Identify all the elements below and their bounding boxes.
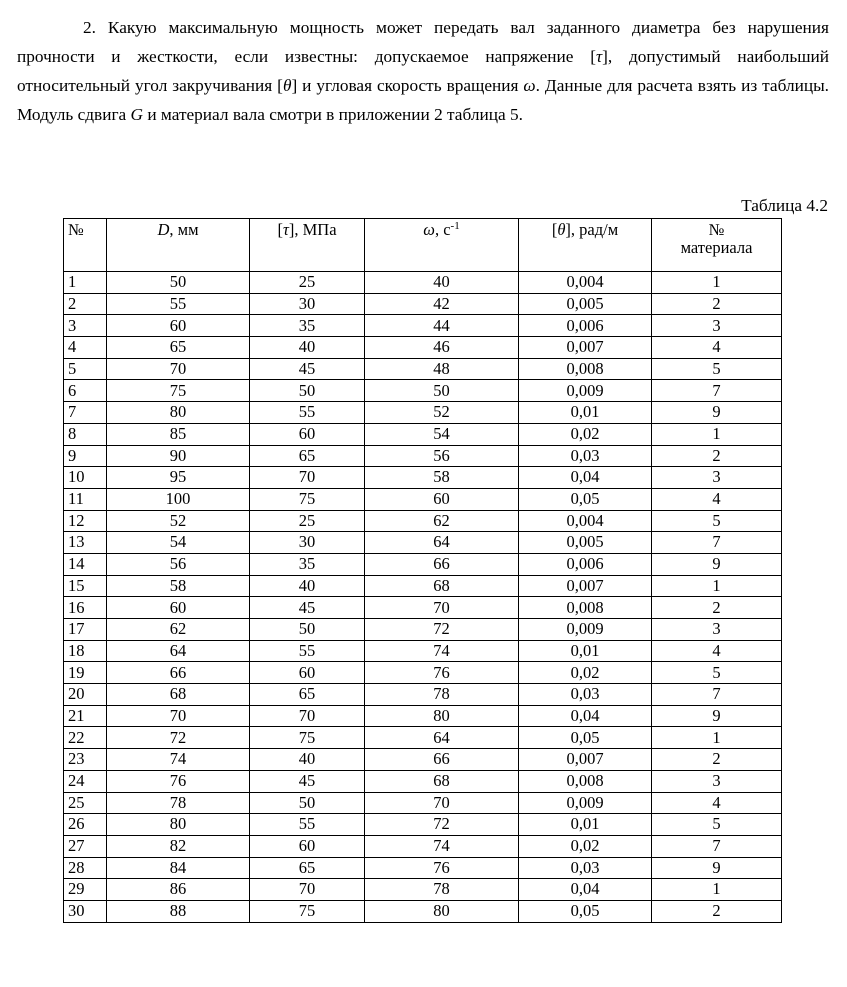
table-row <box>64 423 782 445</box>
twist-bracket-open: [ <box>551 220 558 239</box>
cell-number: 24 <box>64 770 107 792</box>
cell-diameter: 58 <box>107 575 250 597</box>
cell-diameter: 100 <box>107 488 250 510</box>
table-row <box>64 467 782 489</box>
cell-twist-angle: 0,007 <box>519 575 652 597</box>
cell-twist-angle: 0,03 <box>519 445 652 467</box>
cell-angular-speed: 46 <box>365 337 519 359</box>
problem-text-1: 2. Какую максимальную мощность может передать вал заданного диаметра без нарушения прочности и жесткости, если известны: допускаемое напряжение [ <box>17 18 829 66</box>
table-row <box>64 705 782 727</box>
cell-material: 3 <box>652 770 782 792</box>
cell-number: 8 <box>64 423 107 445</box>
cell-twist-angle: 0,009 <box>519 792 652 814</box>
cell-material: 3 <box>652 315 782 337</box>
cell-diameter: 65 <box>107 337 250 359</box>
cell-angular-speed: 74 <box>365 640 519 662</box>
cell-diameter: 75 <box>107 380 250 402</box>
cell-diameter: 56 <box>107 553 250 575</box>
cell-diameter: 72 <box>107 727 250 749</box>
cell-diameter: 80 <box>107 814 250 836</box>
cell-number: 16 <box>64 597 107 619</box>
cell-diameter: 76 <box>107 770 250 792</box>
table-row <box>64 749 782 771</box>
cell-angular-speed: 76 <box>365 662 519 684</box>
cell-number: 19 <box>64 662 107 684</box>
cell-twist-angle: 0,004 <box>519 510 652 532</box>
cell-angular-speed: 78 <box>365 684 519 706</box>
cell-diameter: 95 <box>107 467 250 489</box>
cell-twist-angle: 0,006 <box>519 553 652 575</box>
cell-twist-angle: 0,007 <box>519 337 652 359</box>
cell-material: 2 <box>652 445 782 467</box>
cell-twist-angle: 0,05 <box>519 900 652 922</box>
cell-twist-angle: 0,05 <box>519 727 652 749</box>
cell-diameter: 66 <box>107 662 250 684</box>
cell-angular-speed: 64 <box>365 532 519 554</box>
table-row <box>64 662 782 684</box>
cell-diameter: 78 <box>107 792 250 814</box>
cell-number: 6 <box>64 380 107 402</box>
cell-diameter: 74 <box>107 749 250 771</box>
table-caption: Таблица 4.2 <box>741 196 828 215</box>
problem-text-4: . Данные для расчета взять из таблицы. Модуль сдвига <box>17 76 829 124</box>
problem-text-2: ], допустимый наибольший относительный угол закручивания [ <box>17 47 830 95</box>
cell-stress: 70 <box>250 705 365 727</box>
cell-stress: 60 <box>250 835 365 857</box>
cell-twist-angle: 0,03 <box>519 857 652 879</box>
cell-number: 13 <box>64 532 107 554</box>
cell-twist-angle: 0,04 <box>519 705 652 727</box>
cell-stress: 55 <box>250 814 365 836</box>
table-row <box>64 575 782 597</box>
cell-twist-angle: 0,02 <box>519 835 652 857</box>
cell-material: 2 <box>652 900 782 922</box>
cell-angular-speed: 42 <box>365 293 519 315</box>
cell-angular-speed: 40 <box>365 272 519 294</box>
cell-material: 7 <box>652 684 782 706</box>
cell-angular-speed: 68 <box>365 770 519 792</box>
cell-material: 4 <box>652 488 782 510</box>
table-row <box>64 380 782 402</box>
cell-stress: 40 <box>250 749 365 771</box>
cell-twist-angle: 0,008 <box>519 770 652 792</box>
cell-number: 4 <box>64 337 107 359</box>
cell-stress: 65 <box>250 684 365 706</box>
cell-number: 29 <box>64 879 107 901</box>
header-diameter <box>107 219 250 272</box>
table-row <box>64 684 782 706</box>
cell-twist-angle: 0,04 <box>519 467 652 489</box>
table-row <box>64 835 782 857</box>
table-row <box>64 900 782 922</box>
cell-material: 1 <box>652 423 782 445</box>
cell-material: 2 <box>652 749 782 771</box>
cell-stress: 50 <box>250 380 365 402</box>
cell-angular-speed: 80 <box>365 705 519 727</box>
table-row <box>64 293 782 315</box>
cell-diameter: 62 <box>107 619 250 641</box>
cell-stress: 75 <box>250 488 365 510</box>
header-material <box>652 219 782 272</box>
table-row <box>64 337 782 359</box>
cell-diameter: 55 <box>107 293 250 315</box>
cell-angular-speed: 74 <box>365 835 519 857</box>
table-row <box>64 488 782 510</box>
cell-twist-angle: 0,009 <box>519 619 652 641</box>
cell-material: 4 <box>652 337 782 359</box>
cell-number: 12 <box>64 510 107 532</box>
cell-angular-speed: 66 <box>365 553 519 575</box>
cell-angular-speed: 44 <box>365 315 519 337</box>
cell-material: 3 <box>652 467 782 489</box>
table-header <box>64 219 782 272</box>
cell-angular-speed: 64 <box>365 727 519 749</box>
cell-number: 26 <box>64 814 107 836</box>
header-stress <box>250 219 365 272</box>
material-label-line1: № <box>708 220 725 239</box>
cell-stress: 75 <box>250 900 365 922</box>
table-row <box>64 814 782 836</box>
cell-twist-angle: 0,02 <box>519 662 652 684</box>
cell-material: 2 <box>652 597 782 619</box>
table-row <box>64 553 782 575</box>
cell-material: 4 <box>652 792 782 814</box>
cell-material: 1 <box>652 272 782 294</box>
problem-text-3: ] и угловая скорость вращения <box>291 76 524 95</box>
cell-material: 4 <box>652 640 782 662</box>
tau-symbol: τ <box>595 47 603 66</box>
cell-stress: 60 <box>250 662 365 684</box>
table-row <box>64 445 782 467</box>
cell-diameter: 85 <box>107 423 250 445</box>
table-body <box>64 272 782 923</box>
cell-diameter: 70 <box>107 705 250 727</box>
cell-material: 5 <box>652 814 782 836</box>
angular-speed-unit: , с <box>434 220 451 239</box>
cell-diameter: 64 <box>107 640 250 662</box>
table-row <box>64 272 782 294</box>
cell-angular-speed: 56 <box>365 445 519 467</box>
cell-diameter: 54 <box>107 532 250 554</box>
cell-twist-angle: 0,03 <box>519 684 652 706</box>
table-row <box>64 770 782 792</box>
table-row <box>64 358 782 380</box>
cell-angular-speed: 72 <box>365 619 519 641</box>
header-twist-angle <box>519 219 652 272</box>
cell-twist-angle: 0,009 <box>519 380 652 402</box>
cell-twist-angle: 0,005 <box>519 532 652 554</box>
cell-stress: 70 <box>250 467 365 489</box>
g-symbol: G <box>130 105 144 124</box>
cell-material: 1 <box>652 575 782 597</box>
cell-stress: 50 <box>250 792 365 814</box>
cell-number: 23 <box>64 749 107 771</box>
cell-diameter: 84 <box>107 857 250 879</box>
cell-twist-angle: 0,008 <box>519 597 652 619</box>
cell-material: 7 <box>652 380 782 402</box>
cell-angular-speed: 54 <box>365 423 519 445</box>
cell-material: 5 <box>652 662 782 684</box>
cell-twist-angle: 0,005 <box>519 293 652 315</box>
cell-angular-speed: 62 <box>365 510 519 532</box>
cell-diameter: 86 <box>107 879 250 901</box>
cell-material: 7 <box>652 532 782 554</box>
table-row <box>64 879 782 901</box>
problem-statement <box>17 13 829 129</box>
cell-material: 7 <box>652 835 782 857</box>
cell-number: 7 <box>64 402 107 424</box>
cell-angular-speed: 68 <box>365 575 519 597</box>
cell-material: 5 <box>652 358 782 380</box>
cell-angular-speed: 50 <box>365 380 519 402</box>
cell-stress: 75 <box>250 727 365 749</box>
stress-symbol: τ <box>282 220 289 239</box>
table-row <box>64 619 782 641</box>
cell-stress: 65 <box>250 857 365 879</box>
cell-stress: 30 <box>250 293 365 315</box>
cell-stress: 35 <box>250 553 365 575</box>
cell-number: 22 <box>64 727 107 749</box>
cell-number: 14 <box>64 553 107 575</box>
cell-stress: 45 <box>250 770 365 792</box>
cell-number: 3 <box>64 315 107 337</box>
cell-material: 9 <box>652 705 782 727</box>
cell-number: 10 <box>64 467 107 489</box>
cell-angular-speed: 70 <box>365 597 519 619</box>
cell-twist-angle: 0,02 <box>519 423 652 445</box>
cell-number: 15 <box>64 575 107 597</box>
cell-stress: 50 <box>250 619 365 641</box>
cell-material: 1 <box>652 879 782 901</box>
data-table <box>63 218 782 923</box>
cell-twist-angle: 0,01 <box>519 402 652 424</box>
cell-number: 9 <box>64 445 107 467</box>
cell-twist-angle: 0,01 <box>519 640 652 662</box>
cell-number: 21 <box>64 705 107 727</box>
cell-material: 1 <box>652 727 782 749</box>
cell-stress: 60 <box>250 423 365 445</box>
table-row <box>64 510 782 532</box>
cell-material: 5 <box>652 510 782 532</box>
cell-twist-angle: 0,008 <box>519 358 652 380</box>
cell-angular-speed: 76 <box>365 857 519 879</box>
header-number <box>64 219 107 272</box>
stress-bracket-open: [ <box>277 220 283 239</box>
cell-diameter: 60 <box>107 597 250 619</box>
cell-diameter: 88 <box>107 900 250 922</box>
angular-speed-symbol: ω <box>423 220 435 239</box>
cell-number: 20 <box>64 684 107 706</box>
cell-diameter: 90 <box>107 445 250 467</box>
cell-angular-speed: 66 <box>365 749 519 771</box>
cell-stress: 40 <box>250 575 365 597</box>
cell-diameter: 68 <box>107 684 250 706</box>
table-row <box>64 640 782 662</box>
table-row <box>64 857 782 879</box>
header-angular-speed <box>365 219 519 272</box>
table-row <box>64 727 782 749</box>
cell-stress: 55 <box>250 402 365 424</box>
cell-stress: 70 <box>250 879 365 901</box>
cell-twist-angle: 0,01 <box>519 814 652 836</box>
table-row <box>64 402 782 424</box>
cell-diameter: 70 <box>107 358 250 380</box>
cell-angular-speed: 78 <box>365 879 519 901</box>
cell-angular-speed: 52 <box>365 402 519 424</box>
cell-number: 11 <box>64 488 107 510</box>
cell-diameter: 52 <box>107 510 250 532</box>
table-row <box>64 532 782 554</box>
table-row <box>64 792 782 814</box>
cell-material: 2 <box>652 293 782 315</box>
cell-number: 5 <box>64 358 107 380</box>
cell-number: 25 <box>64 792 107 814</box>
cell-stress: 65 <box>250 445 365 467</box>
cell-number: 28 <box>64 857 107 879</box>
table-row <box>64 597 782 619</box>
cell-twist-angle: 0,004 <box>519 272 652 294</box>
angular-speed-exponent: -1 <box>450 220 460 232</box>
stress-unit: ], МПа <box>288 220 337 239</box>
cell-material: 9 <box>652 553 782 575</box>
cell-angular-speed: 48 <box>365 358 519 380</box>
cell-angular-speed: 70 <box>365 792 519 814</box>
cell-number: 1 <box>64 272 107 294</box>
cell-stress: 45 <box>250 358 365 380</box>
cell-angular-speed: 58 <box>365 467 519 489</box>
omega-symbol: ω <box>523 76 536 95</box>
cell-angular-speed: 80 <box>365 900 519 922</box>
cell-twist-angle: 0,007 <box>519 749 652 771</box>
cell-diameter: 50 <box>107 272 250 294</box>
cell-number: 17 <box>64 619 107 641</box>
cell-angular-speed: 72 <box>365 814 519 836</box>
table-row <box>64 315 782 337</box>
cell-twist-angle: 0,05 <box>519 488 652 510</box>
cell-diameter: 80 <box>107 402 250 424</box>
cell-diameter: 82 <box>107 835 250 857</box>
cell-material: 3 <box>652 619 782 641</box>
header-number-label: № <box>68 220 84 239</box>
cell-number: 18 <box>64 640 107 662</box>
cell-stress: 30 <box>250 532 365 554</box>
cell-number: 30 <box>64 900 107 922</box>
material-label-line2: материала <box>680 238 753 258</box>
cell-stress: 45 <box>250 597 365 619</box>
cell-number: 27 <box>64 835 107 857</box>
theta-symbol: θ <box>282 76 292 95</box>
twist-unit: ], рад/м <box>565 220 619 239</box>
cell-stress: 55 <box>250 640 365 662</box>
diameter-unit: , мм <box>169 220 199 239</box>
cell-material: 9 <box>652 402 782 424</box>
cell-number: 2 <box>64 293 107 315</box>
cell-stress: 40 <box>250 337 365 359</box>
cell-angular-speed: 60 <box>365 488 519 510</box>
cell-stress: 25 <box>250 510 365 532</box>
cell-stress: 35 <box>250 315 365 337</box>
cell-material: 9 <box>652 857 782 879</box>
problem-text-5: и материал вала смотри в приложении 2 таблица 5. <box>143 105 523 124</box>
cell-diameter: 60 <box>107 315 250 337</box>
diameter-symbol: D <box>157 220 170 239</box>
cell-twist-angle: 0,04 <box>519 879 652 901</box>
twist-symbol: θ <box>557 220 566 239</box>
cell-twist-angle: 0,006 <box>519 315 652 337</box>
cell-stress: 25 <box>250 272 365 294</box>
header-row <box>64 219 782 272</box>
